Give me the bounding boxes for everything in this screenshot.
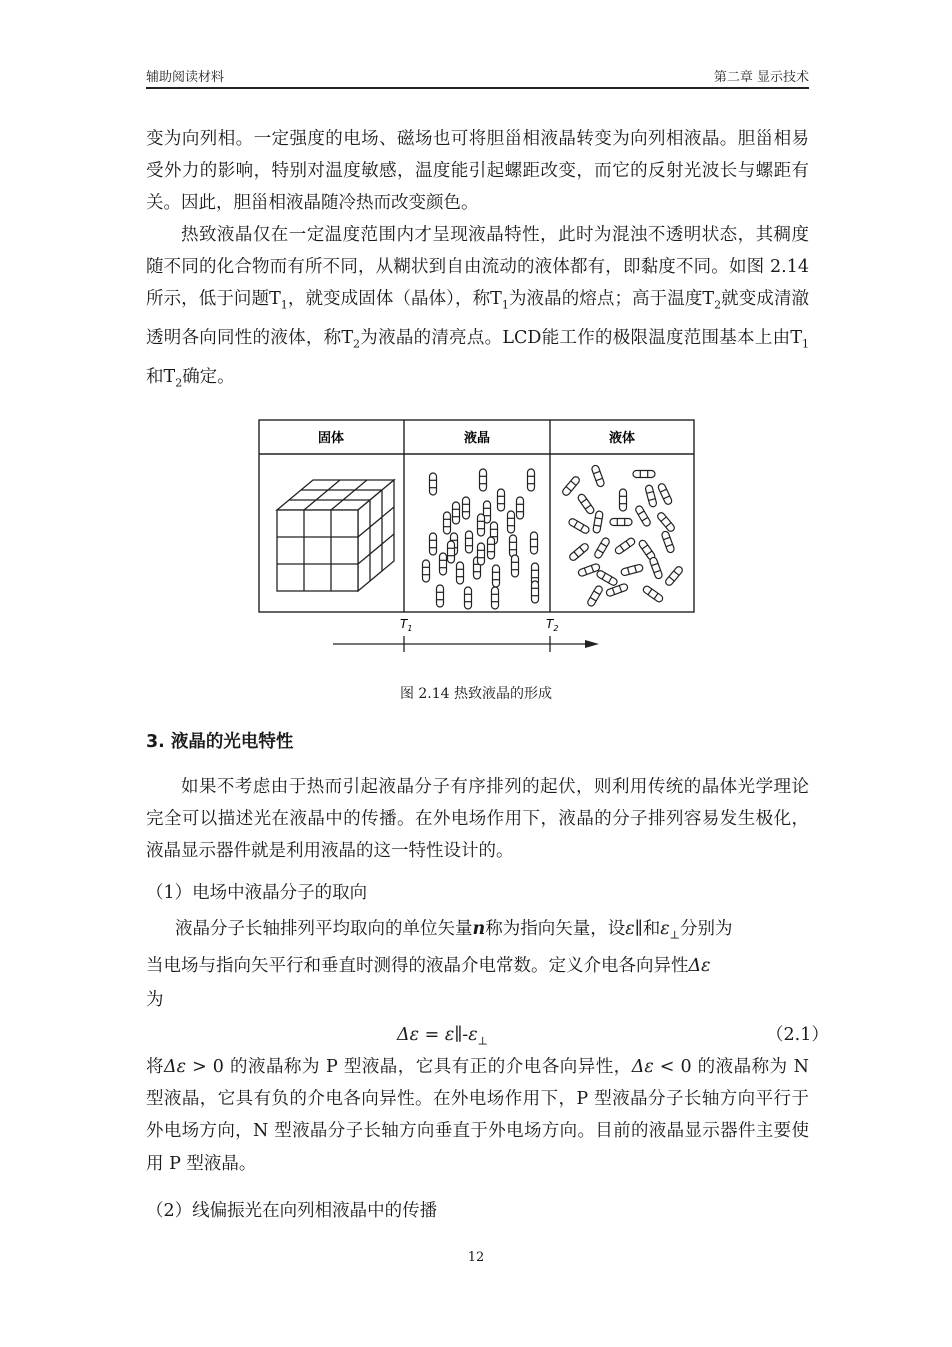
t2-label: $T_2$ [546, 617, 559, 633]
solid-cube-icon [277, 480, 394, 591]
paragraph-4-line-2: 当电场与指向矢平行和垂直时测得的液晶介电常数。定义介电各向异性Δε [146, 956, 711, 976]
paragraph-4-line-3: 为 [146, 990, 164, 1010]
figure-caption: 图 2.14 热致液晶的形成 [399, 686, 553, 702]
liquid-molecules [561, 464, 684, 607]
axis-arrow-icon [585, 640, 599, 648]
paragraph-3: 如果不考虑由于热而引起液晶分子有序排列的起伏，则利用传统的晶体光学理论完全可以描述光在液晶中的传播。在外电场作用下，液晶的分子排列容易发生极化，液晶显示器件就是利用液晶的这一特性设计的。 [146, 777, 809, 862]
equation-2-1: $\Delta\varepsilon = \varepsilon\parallel-\varepsilon_\perp$ [397, 1025, 488, 1048]
header-right: 第二章 显示技术 [713, 70, 809, 85]
subheading-2: （2）线偏振光在向列相液晶中的传播 [146, 1201, 438, 1221]
col-lc-label: 液晶 [463, 431, 491, 446]
header-rule [146, 87, 809, 89]
paragraph-4-line-1: 液晶分子长轴排列平均取向的单位矢量n称为指向矢量，设ε∥和$\varepsilon_\perp$分别为 [175, 919, 733, 942]
page-number: 12 [467, 1250, 485, 1265]
paragraph-1: 变为向列相。一定强度的电场、磁场也可将胆甾相液晶转变为向列相液晶。胆甾相易受外力的影响，特别对温度敏感，温度能引起螺距改变，而它的反射光波长与螺距有关。因此，胆甾相液晶随冷热而改变颜色。 [146, 129, 809, 214]
paragraph-5: 将Δε > 0 的液晶称为 P 型液晶，它具有正的介电各向异性，Δε < 0 的液晶称为 N 型液晶，它具有负的介电各向异性。在外电场作用下，P 型液晶分子长轴方向平行于外电场方向，N 型液晶分子长轴方向垂直于外电场方向。目前的液晶显示器件主要使用 P 型液晶。 [146, 1057, 809, 1174]
figure-thermotropic-lc [255, 418, 700, 663]
paragraph-2: 热致液晶仅在一定温度范围内才呈现液晶特性，此时为混浊不透明状态，其稠度随不同的化合物而有所不同，从糊状到自由流动的液体都有，即黏度不同。如图 2.14 所示，低于问题$T_1$，就变成固体（晶体），称$T_1$为液晶的熔点；高于温度$T_2$就变成清澈透明各向同性的液体，称$T_2$为液晶的清亮点。LCD能工作的极限温度范围基本上由$T_1$和$T_2$确定。 [146, 225, 810, 390]
t1-label: $T_1$ [400, 617, 413, 633]
equation-number: （2.1） [766, 1025, 829, 1045]
lc-molecules [423, 469, 539, 609]
col-solid-label: 固体 [317, 431, 345, 446]
subheading-1: （1）电场中液晶分子的取向 [146, 883, 368, 903]
section-heading: 3. 液晶的光电特性 [146, 732, 294, 752]
header-left: 辅助阅读材料 [146, 70, 225, 85]
temperature-axis [333, 636, 585, 652]
col-liquid-label: 液体 [608, 431, 636, 446]
